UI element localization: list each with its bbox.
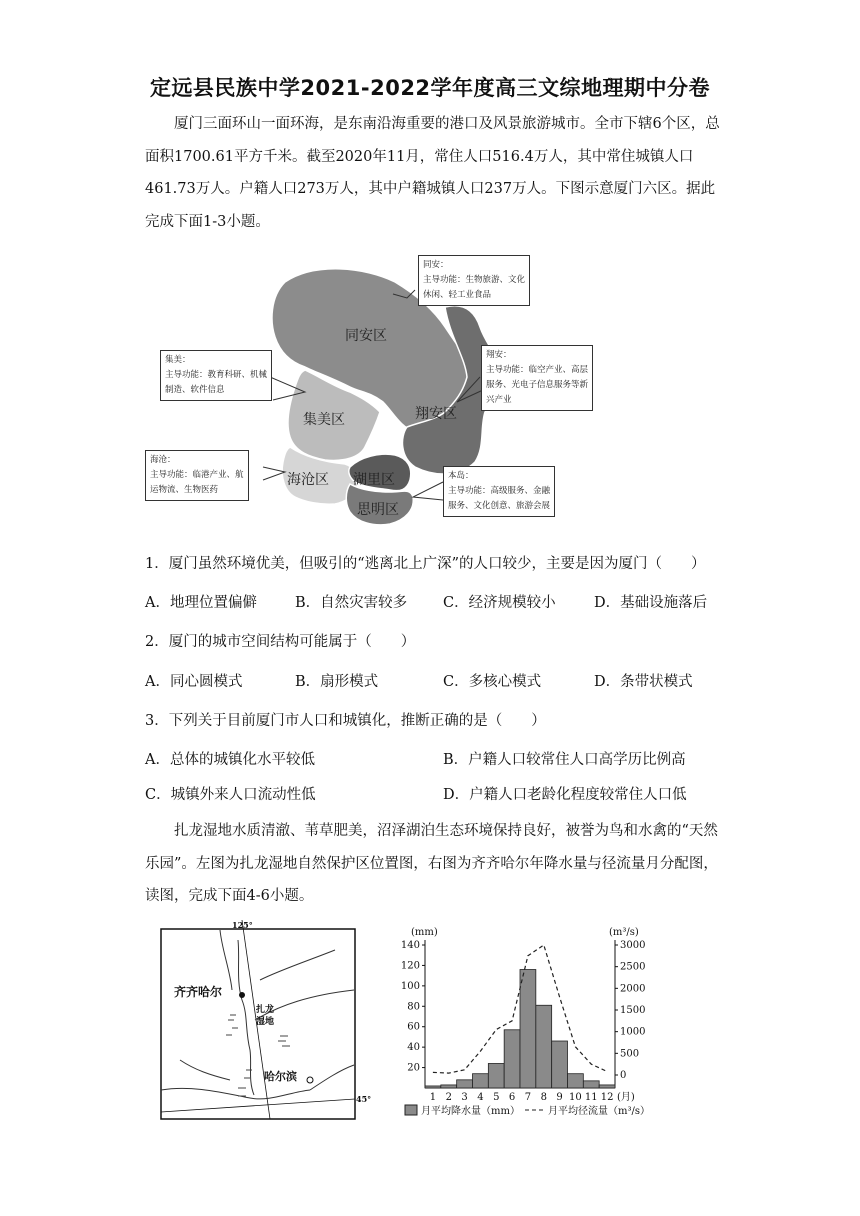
x-tick-label: 8: [540, 1092, 547, 1103]
place-harbin: 哈尔滨: [264, 1070, 297, 1083]
q1-option-d: D．基础设施落后: [594, 595, 708, 611]
y-right-unit: (m³/s): [609, 927, 639, 938]
district-label-haicang: 海沧区: [287, 472, 329, 488]
q2-option-d: D．条带状模式: [594, 674, 693, 690]
precip-bar: [473, 1074, 489, 1088]
callout-haicang: 海沧： 主导功能：临港产业、航 运物流、生物医药: [145, 450, 249, 501]
precip-bar: [599, 1085, 615, 1088]
y-right-tick-label: 500: [620, 1048, 640, 1060]
harbin-city-dot: [307, 1077, 313, 1083]
y-right-tick-label: 1500: [620, 1005, 646, 1016]
longitude-label: 125°: [232, 920, 253, 930]
precip-bar: [457, 1080, 473, 1088]
x-tick-label: 9: [556, 1092, 563, 1103]
legend-precip-swatch: [405, 1105, 417, 1115]
x-tick-label: 11: [584, 1092, 598, 1103]
legend-runoff-label: 月平均径流量（m³/s）: [548, 1106, 650, 1117]
q1-option-b: B．自然灾害较多: [295, 595, 408, 611]
y-left-tick-label: 80: [407, 1001, 420, 1013]
x-tick-label: 3: [461, 1092, 468, 1103]
precip-bar: [425, 1086, 441, 1088]
q3-option-b: B．户籍人口较常住人口高学历比例高: [443, 752, 686, 768]
precip-bar: [520, 970, 536, 1088]
precip-bar: [488, 1063, 504, 1088]
precip-bar: [583, 1081, 599, 1088]
passage-zhalong: 扎龙湿地水质清澈、苇草肥美，沼泽湖泊生态环境保持良好，被誉为鸟和水禽的“天然乐园”。左图为扎龙湿地自然保护区位置图，右图为齐齐哈尔年降水量与径流量月分配图，读图，完成下面4-6小题。: [145, 823, 718, 904]
callout-island: 本岛： 主导功能：高级服务、金融 服务、文化创意、旅游会展: [443, 466, 555, 517]
passage-xiamen: 厦门三面环山一面环海，是东南沿海重要的港口及风景旅游城市。全市下辖6个区，总面积1700.61平方千米。截至2020年11月，常住人口516.4万人，其中常住城镇人口461.73万人。户籍人口273万人，其中户籍城镇人口237万人。下图示意厦门六区。据此完成下面1-3小题。: [145, 116, 720, 230]
document-title: 定远县民族中学2021-2022学年度高三文综地理期中分卷: [149, 76, 711, 100]
q2-option-b: B．扇形模式: [295, 674, 379, 690]
place-wetland: 湿地: [256, 1017, 275, 1027]
district-label-siming: 思明区: [357, 502, 399, 518]
y-left-unit: (mm): [411, 927, 438, 938]
x-tick-label: 2: [445, 1092, 452, 1103]
q1-option-a: A．地理位置偏僻: [145, 595, 257, 611]
question-3: 3．下列关于目前厦门市人口和城镇化，推断正确的是（ ）: [145, 713, 546, 729]
zhalong-location-map: [160, 920, 372, 1125]
x-tick-label: 4: [477, 1092, 484, 1103]
y-left-tick-label: 60: [407, 1021, 420, 1033]
q3-option-c: C．城镇外来人口流动性低: [145, 787, 316, 803]
precip-runoff-chart: [395, 920, 665, 1125]
district-label-tongan: 同安区: [345, 328, 387, 344]
y-left-tick-label: 100: [400, 980, 420, 992]
x-tick-label: 1: [429, 1092, 437, 1103]
y-left-tick-label: 120: [400, 960, 420, 972]
y-left-tick-label: 140: [400, 940, 420, 951]
x-unit: (月): [617, 1092, 635, 1103]
precip-bar: [552, 1041, 568, 1088]
legend-precip-label: 月平均降水量（mm）: [421, 1106, 520, 1117]
place-zhalong: 扎龙: [256, 1005, 275, 1015]
callout-xiangan: 翔安： 主导功能：临空产业、高层 服务、光电子信息服务等新 兴产业: [481, 345, 593, 411]
callout-jimei: 集美： 主导功能：教育科研、机械 制造、软件信息: [160, 350, 272, 401]
x-tick-label: 6: [508, 1092, 516, 1103]
qiqihar-city-dot: [239, 992, 245, 998]
y-left-tick-label: 20: [407, 1062, 420, 1074]
y-right-tick-label: 0: [620, 1070, 627, 1081]
precip-bar: [504, 1030, 520, 1088]
district-label-huli: 湖里区: [353, 472, 395, 488]
question-2: 2．厦门的城市空间结构可能属于（ ）: [145, 634, 416, 650]
q3-option-d: D．户籍人口老龄化程度较常住人口低: [443, 787, 687, 803]
callout-pointer-island: [413, 482, 443, 500]
x-tick-label: 10: [569, 1092, 582, 1103]
y-right-tick-label: 1000: [620, 1026, 646, 1038]
x-tick-label: 7: [524, 1092, 532, 1103]
x-tick-label: 5: [493, 1092, 500, 1103]
y-right-tick-label: 2500: [620, 961, 646, 973]
q2-option-c: C．多核心模式: [443, 674, 542, 690]
x-tick-label: 12: [600, 1092, 614, 1103]
q3-option-a: A．总体的城镇化水平较低: [145, 752, 315, 768]
district-label-jimei: 集美区: [303, 412, 345, 428]
q1-option-c: C．经济规模较小: [443, 595, 556, 611]
y-left-tick-label: 40: [407, 1042, 420, 1054]
question-1: 1．厦门虽然环境优美，但吸引的“逃离北上广深”的人口较少，主要是因为厦门（ ）: [145, 556, 706, 572]
district-label-xiangan: 翔安区: [415, 406, 457, 422]
q2-option-a: A．同心圆模式: [145, 674, 243, 690]
precip-bar: [536, 1005, 552, 1088]
latitude-label: 45°: [356, 1094, 372, 1104]
precip-bar: [441, 1085, 457, 1088]
place-qiqihar: 齐齐哈尔: [174, 985, 223, 999]
callout-tongan: 同安： 主导功能：生物旅游、文化 休闲、轻工业食品: [418, 255, 530, 306]
y-right-tick-label: 3000: [620, 940, 646, 951]
y-right-tick-label: 2000: [620, 983, 646, 995]
precip-bar: [568, 1074, 584, 1088]
